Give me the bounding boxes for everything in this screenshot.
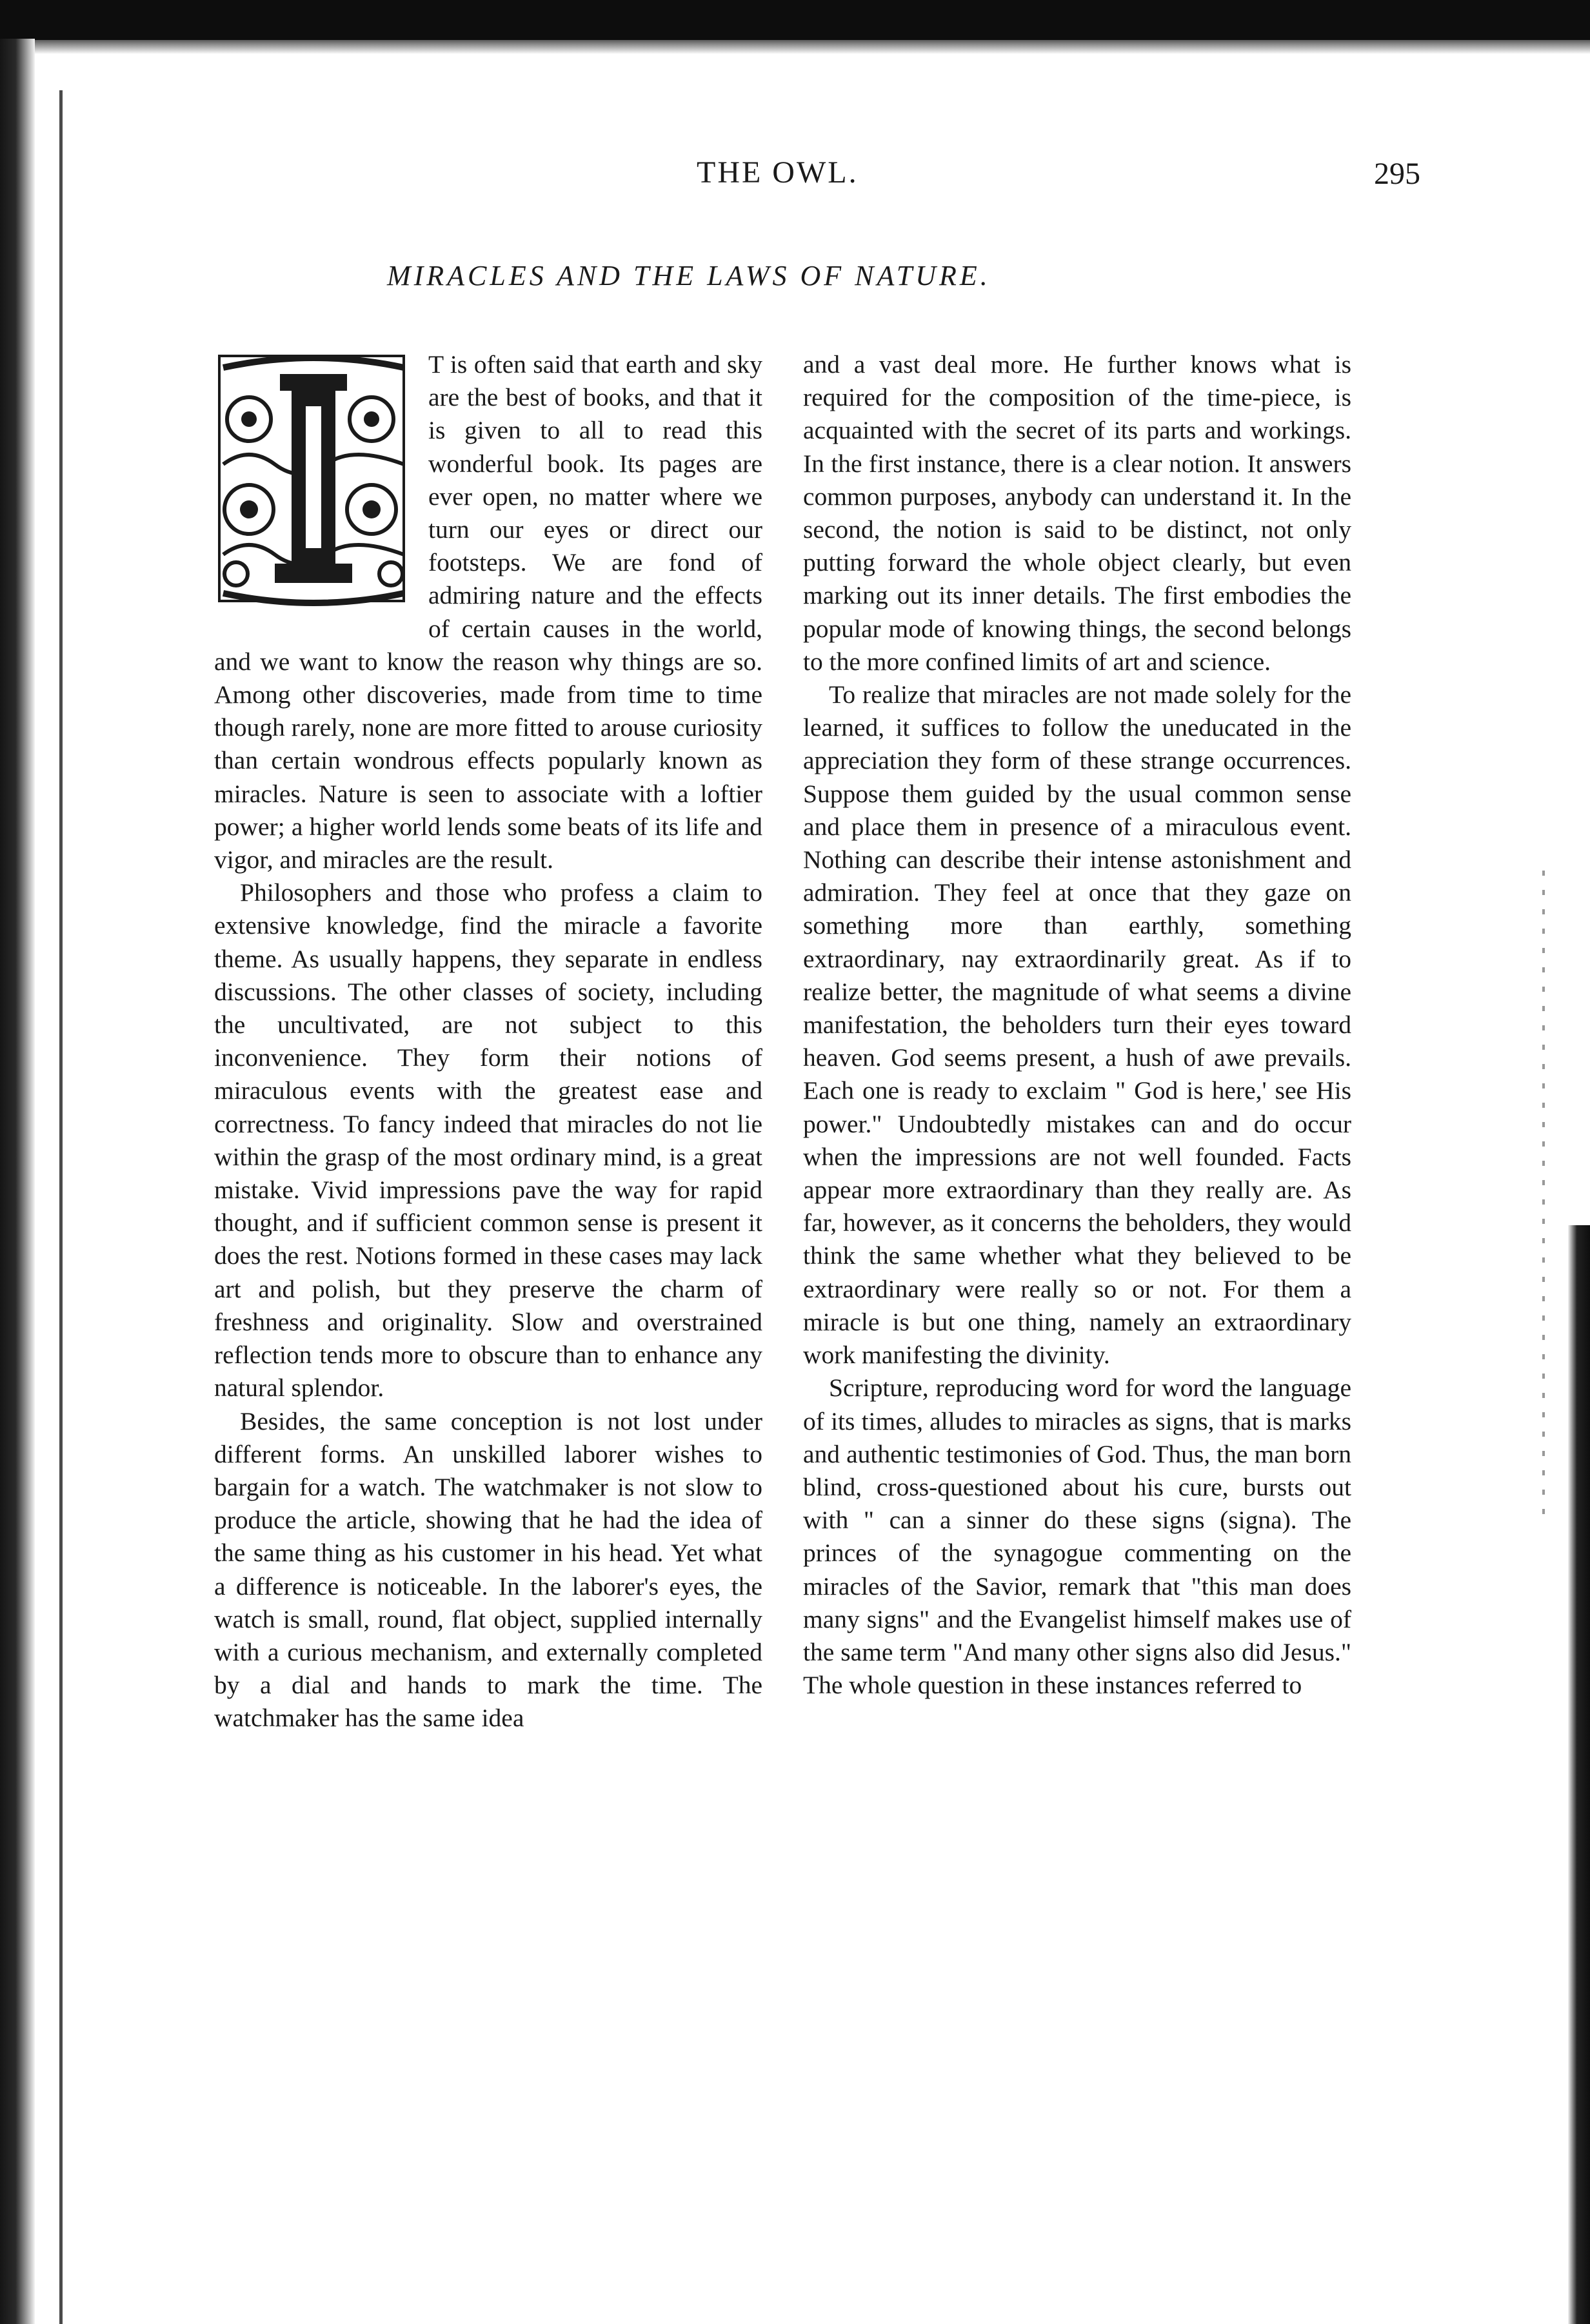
paragraph: T is often said that earth and sky are the best of books, and that it is given to all to read this wonderful book. Its pages are ever open, no matter where we turn our eyes or direct our footsteps. We are fond of admiring nature and the effects of certain causes in the world, and we want to know the reason why things are so. Among other discoveries, made from time to time though rarely, none are more fitted to arouse curiosity than certain wondrous effects popularly known as miracles. Nature is seen to associate with a loftier power; a higher world lends some beats of its life and vigor, and miracles are the result. [214,350,762,874]
paragraph: Scripture, reproducing word for word the language of its times, alludes to miracles as signs, that is marks and authentic testimonies of God. Thus, the man born blind, cross-questioned about his cure, bursts out with " can a sinner do these signs (signa). The princes of the synagogue commenting on the miracles of the Savior, remark that "this man does many signs" and the Evangelist himself makes use of the same term "And many other signs also did Jesus." The whole question in these instances referred to [803,1374,1351,1700]
scan-top-border [0,0,1590,40]
ornamental-initial-icon [210,348,417,613]
right-column [803,348,1351,1702]
paragraph: Philosophers and those who profess a claim to extensive knowledge, find the miracle a favorite theme. As usually happens, they separate in endless discussions. The other classes of society, including the uncultivated, are not subject to this inconvenience. They form their notions of miraculous events with the greatest ease and correctness. To fancy indeed that miracles do not lie within the grasp of the most ordinary mind, is a great mistake. Vivid impressions pave the way for rapid thought, and if sufficient common sense is present it does the rest. Notions formed in these cases may lack art and polish, but they preserve the charm of freshness and originality. Slow and overstrained reflection tends more to obscure than to enhance any natural splendor. [214,878,762,1403]
page-number: 295 [1374,157,1420,191]
article-title: MIRACLES AND THE LAWS OF NATURE. [387,260,991,291]
scan-right-border [1568,1225,1590,2324]
scan-right-specks [1542,871,1545,1515]
running-head: THE OWL. [697,155,859,190]
scan-gutter-line [59,90,63,2324]
scan-left-border [0,39,35,2324]
paragraph: Besides, the same conception is not lost under different forms. An unskilled laborer wishes to bargain for a watch. The watchmaker is not slow to produce the article, showing that he had the idea of the same thing as his customer in his head. Yet what a difference is noticeable. In the laborer's eyes, the watch is small, round, flat object, supplied internally with a curious mechanism, and externally completed by a dial and hands to mark the time. The watchmaker has the same idea [214,1406,762,1733]
paragraph: and a vast deal more. He further knows what is required for the composition of the time-piece, is acquainted with the secret of its parts and workings. In the first instance, there is a clear notion. It answers common purposes, anybody can understand it. In the second, the notion is said to be distinct, not only putting forward the whole object clearly, but even marking out its inner details. The first embodies the popular mode of knowing things, the second belongs to the more confined limits of art and science. [803,350,1351,676]
scan-top-shadow [0,40,1590,54]
left-column [214,348,762,1735]
paragraph: To realize that miracles are not made solely for the learned, it suffices to follow the uneducated in the appreciation they form of these strange occurrences. Suppose them guided by the usual common sense and place them in presence of a miraculous event. Nothing can describe their intense astonishment and admiration. They feel at once that they gaze on something more than earthly, something extraordinary, nay extraordinarily great. As if to realize better, the magnitude of what seems a divine manifestation, the beholders turn their eyes toward heaven. God seems present, a hush of awe prevails. Each one is ready to exclaim " God is here,' see His power." Undoubtedly mistakes can and do occur when the impressions are not well founded. Facts appear more extraordinary than they really are. As far, however, as it concerns the beholders, they would think the same whether what they believed to be extraordinary were really so or not. For them a miracle is but one thing, namely an extraordinary work manifesting the divinity. [803,680,1351,1370]
